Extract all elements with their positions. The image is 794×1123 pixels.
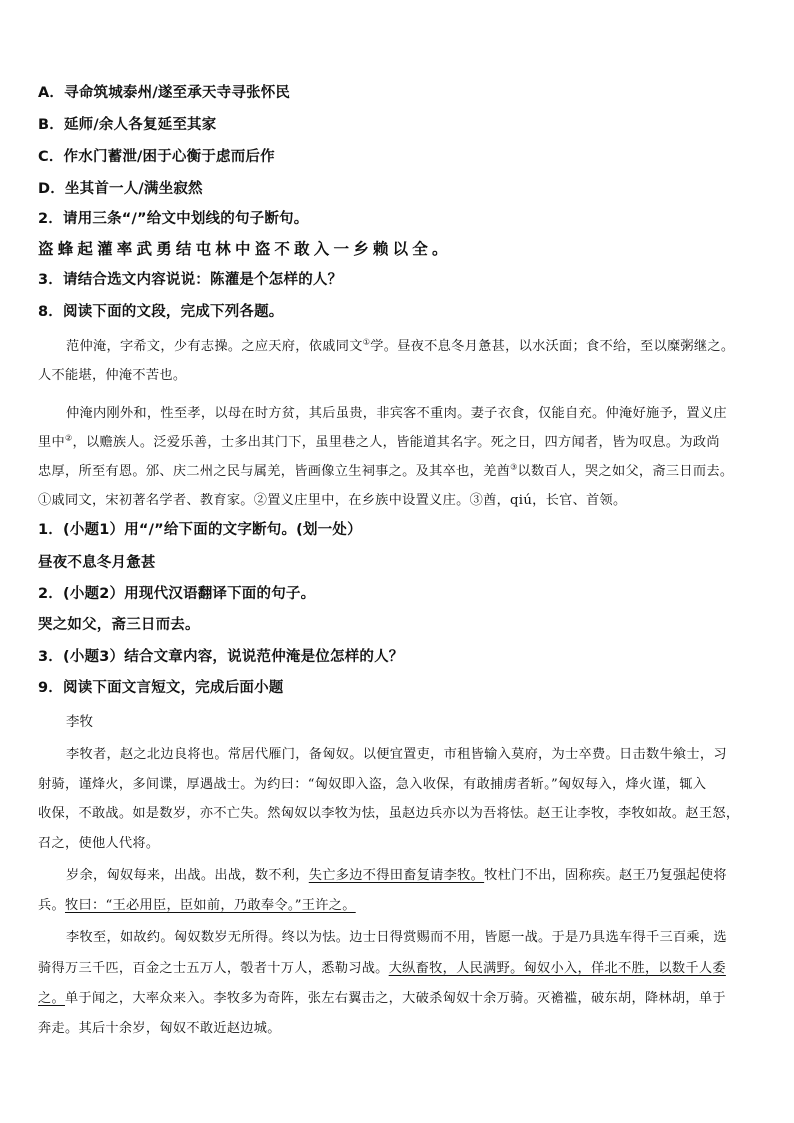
q9-p3-l4: 奔走。其后十余岁，匈奴不敢近赵边城。	[38, 1021, 281, 1036]
q8-note: ①戚同文，宋初著名学者、教育家。②置义庄里中，在乡族中设置义庄。③酋，qiú，长官、首领。	[38, 493, 627, 508]
q8-s2-prompt: 2．(小题2）用现代汉语翻译下面的句子。	[38, 586, 316, 602]
option-c: C．作水门蓄泄/困于心衡于虑而后作	[38, 149, 275, 165]
underlined-sentence: 牧曰：“王必用臣，臣如前，乃敢奉令。”王许之。	[64, 898, 356, 913]
q9-passage-line	[66, 864, 727, 883]
q7-3-prompt: 3．请结合选文内容说说：陈灌是个怎样的人？	[38, 272, 343, 288]
q8-p2-l1: 仲淹内刚外和，性至孝，以母在时方贫，其后虽贵，非宾客不重肉。妻子衣食，仅能自充。仲淹好施予，置义庄	[66, 406, 727, 421]
q9-passage-line	[38, 894, 356, 913]
q9-p3-l2: 骑得万三千匹，百金之士五万人，彀者十万人，悉勒习战。	[38, 961, 389, 976]
q9-p2-l2a: 兵。	[38, 898, 65, 913]
footnote-marker: ②	[64, 433, 73, 443]
q7-2-prompt: 2．请用三条“/”给文中划线的句子断句。	[38, 211, 309, 227]
underlined-sentence: 之。	[38, 991, 65, 1006]
q9-p1-l4: 召之，使他人代将。	[38, 836, 160, 851]
q9-p2-l1b: 牧杜门不出，固称疾。赵王乃复强起使将	[484, 868, 727, 883]
q9-heading: 9．阅读下面文言短文，完成后面小题	[38, 680, 284, 696]
q7-2-sentence: 盗蜂起灌率武勇结屯林中盗不敢入一乡赖以全。	[38, 240, 452, 258]
q9-p1-l3: 收保，不敢战。如是数岁，亦不亡失。然匈奴以李牧为怯，虽赵边兵亦以为吾将怯。赵王让李牧，李牧如故。赵王怒，	[38, 806, 740, 821]
q8-passage-line	[38, 460, 733, 479]
option-d: D．坐其首一人/满坐寂然	[38, 181, 203, 197]
underlined-sentence: 失亡多边不得田畜复请李牧。	[308, 868, 485, 883]
underlined-sentence: 大纵畜牧，人民满野。匈奴小入，佯北不胜，以数千人委	[388, 961, 726, 976]
q8-p2-l2a: 里中	[38, 435, 65, 450]
q9-p3-l1: 李牧至，如故约。匈奴数岁无所得。终以为怯。边士日得赏赐而不用，皆愿一战。于是乃具选车得千三百乘，选	[66, 930, 727, 945]
q9-passage-line	[38, 957, 726, 976]
q9-p3-l3b: 单于闻之，大率众来入。李牧多为奇阵，张左右翼击之，大破杀匈奴十余万骑。灭襜褴，破东胡，降林胡，单于	[64, 991, 726, 1006]
q8-s2-text: 哭之如父，斋三日而去。	[38, 617, 200, 633]
q9-passage-line	[38, 987, 726, 1006]
q8-p2-l3b: 以数百人，哭之如父，斋三日而去。	[517, 464, 734, 479]
q8-passage-line	[38, 431, 720, 450]
option-b: B．延师/余人各复延至其家	[38, 117, 217, 133]
q8-s1-prompt: 1．(小题1）用“/”给下面的文字断句。(划一处）	[38, 522, 362, 538]
q8-heading: 8．阅读下面的文段，完成下列各题。	[38, 304, 284, 320]
q8-p2-l3a: 忠厚，所至有恩。邠、庆二州之民与属羌，皆画像立生祠事之。及其卒也，羌酋	[38, 464, 511, 479]
q9-p1-l1: 李牧者，赵之北边良将也。常居代雁门，备匈奴。以便宜置吏，市租皆输入莫府，为士卒费。日击数牛飨士，习	[66, 747, 727, 762]
q8-p1-l1a: 范仲淹，字希文，少有志操。之应天府，依戚同文	[66, 339, 363, 354]
q8-p1-l1b: 学。昼夜不息冬月惫甚，以水沃面；食不给，至以糜粥继之。	[370, 339, 735, 354]
footnote-marker: ③	[510, 462, 518, 472]
footnote-marker: ①	[362, 337, 371, 347]
q8-s3-prompt: 3．(小题3）结合文章内容，说说范仲淹是位怎样的人？	[38, 649, 404, 665]
q8-p2-l2b: ，以赡族人。泛爱乐善，士多出其门下，虽里巷之人，皆能道其名字。死之日，四方闻者，皆为叹息。为政尚	[72, 435, 720, 450]
q8-passage-line	[66, 335, 734, 354]
q9-p2-l1a: 岁余，匈奴每来，出战。出战，数不利，	[66, 868, 309, 883]
q9-p1-l2: 射骑，谨烽火，多间谍，厚遇战士。为约曰：“匈奴即入盗，急入收保，有敢捕虏者斩。”匈奴每入，烽火谨，辄入	[38, 777, 707, 792]
q8-s1-text: 昼夜不息冬月惫甚	[38, 555, 156, 571]
option-a: A．寻命筑城泰州/遂至承天寺寻张怀民	[38, 85, 291, 101]
q9-passage-title: 李牧	[66, 714, 93, 730]
q8-p1-l2: 人不能堪，仲淹不苦也。	[38, 368, 187, 383]
